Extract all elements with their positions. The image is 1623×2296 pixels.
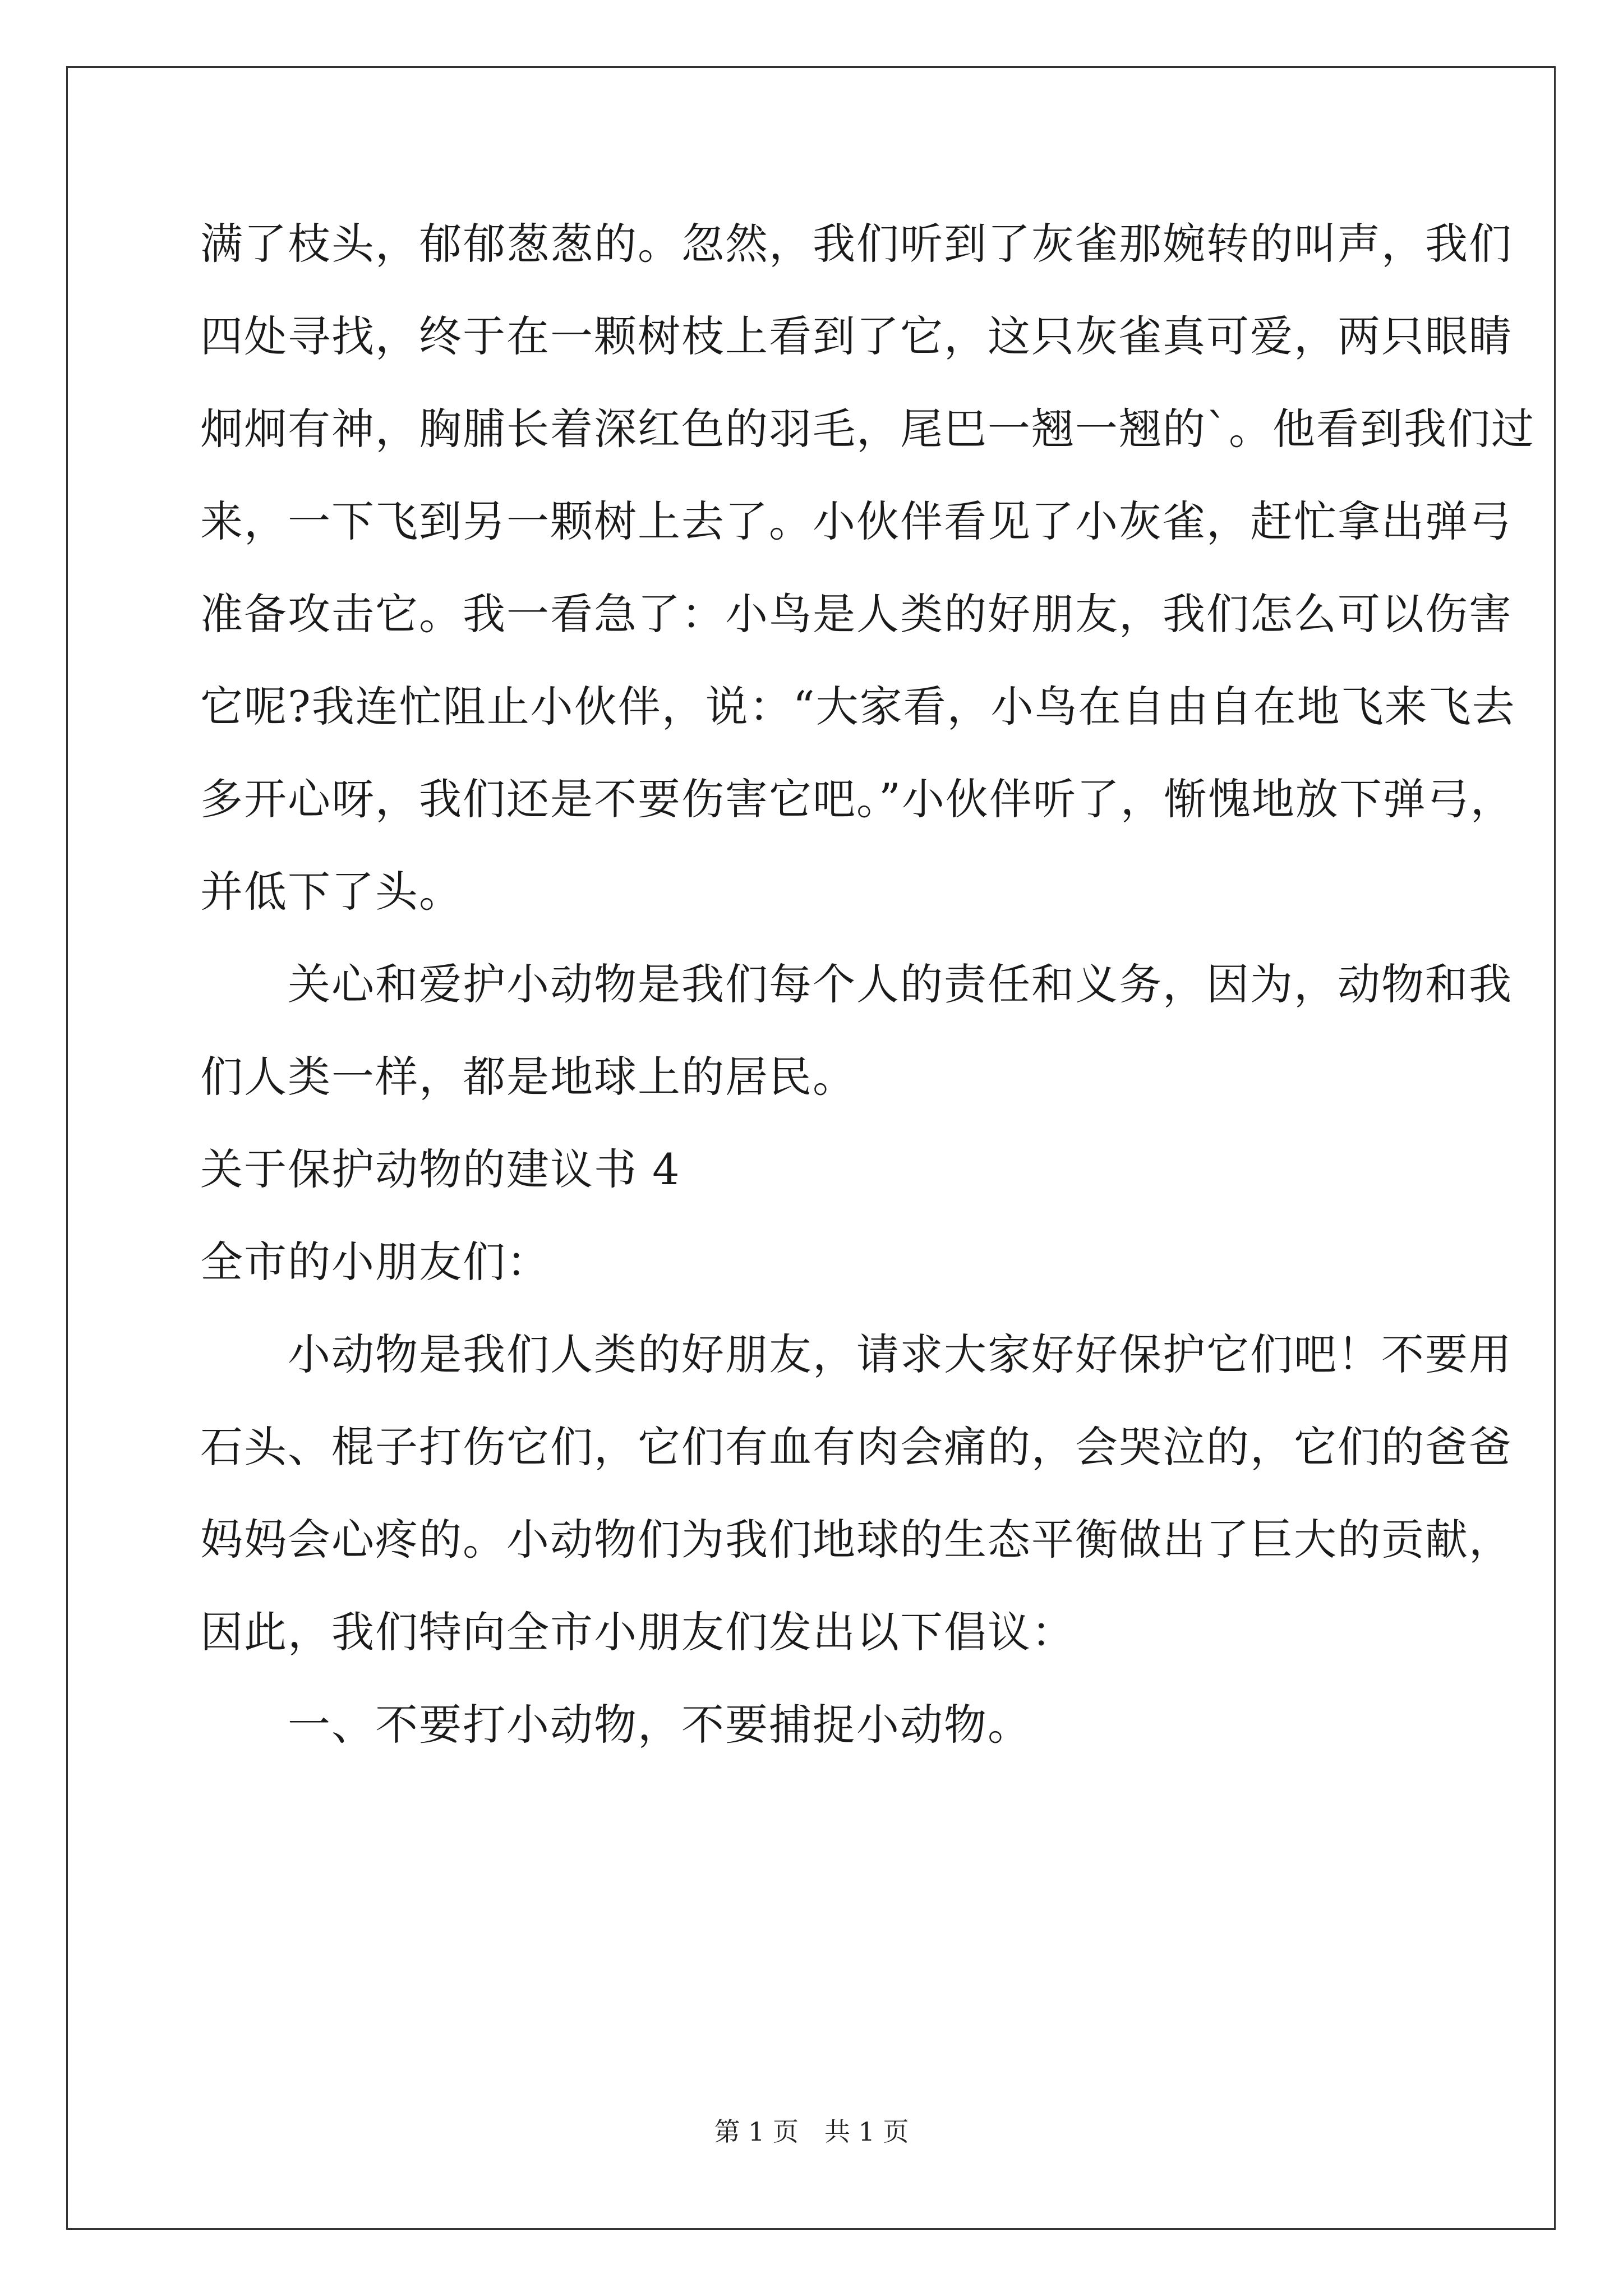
paragraph-line: 关心和爱护小动物是我们每个人的责任和义务，因为，动物和我 xyxy=(200,959,1513,1009)
text-line: 炯炯有神，胸脯长着深红色的羽毛，尾巴一翘一翘的`。他看到我们过 xyxy=(200,404,1535,454)
text-line: 满了枝头，郁郁葱葱的。忽然，我们听到了灰雀那婉转的叫声，我们 xyxy=(200,219,1513,269)
list-item: 一、不要打小动物，不要捕捉小动物。 xyxy=(200,1700,1031,1750)
page-footer: 第 1 页 共 1 页 xyxy=(714,2116,909,2147)
text-line: 石头、棍子打伤它们，它们有血有肉会痛的，会哭泣的，它们的爸爸 xyxy=(200,1422,1513,1472)
text-line: 们人类一样，都是地球上的居民。 xyxy=(200,1052,856,1102)
text-line: 来，一下飞到另一颗树上去了。小伙伴看见了小灰雀，赶忙拿出弹弓 xyxy=(200,496,1513,546)
text-line: 妈妈会心疼的。小动物们为我们地球的生态平衡做出了巨大的贡献， xyxy=(200,1515,1513,1565)
salutation: 全市的小朋友们： xyxy=(200,1237,550,1287)
text-line: 多开心呀，我们还是不要伤害它吧。”小伙伴听了，惭愧地放下弹弓， xyxy=(200,774,1514,824)
paragraph-line: 小动物是我们人类的好朋友，请求大家好好保护它们吧！不要用 xyxy=(200,1329,1513,1379)
section-heading: 关于保护动物的建议书 4 xyxy=(200,1144,681,1194)
text-line: 因此，我们特向全市小朋友们发出以下倡议： xyxy=(200,1607,1075,1657)
text-line: 四处寻找，终于在一颗树枝上看到了它，这只灰雀真可爱，两只眼睛 xyxy=(200,311,1513,361)
text-line: 它呢?我连忙阻止小伙伴，说：“大家看，小鸟在自由自在地飞来飞去 xyxy=(200,682,1516,731)
text-line: 并低下了头。 xyxy=(200,867,463,917)
text-line: 准备攻击它。我一看急了：小鸟是人类的好朋友，我们怎么可以伤害 xyxy=(200,589,1513,639)
